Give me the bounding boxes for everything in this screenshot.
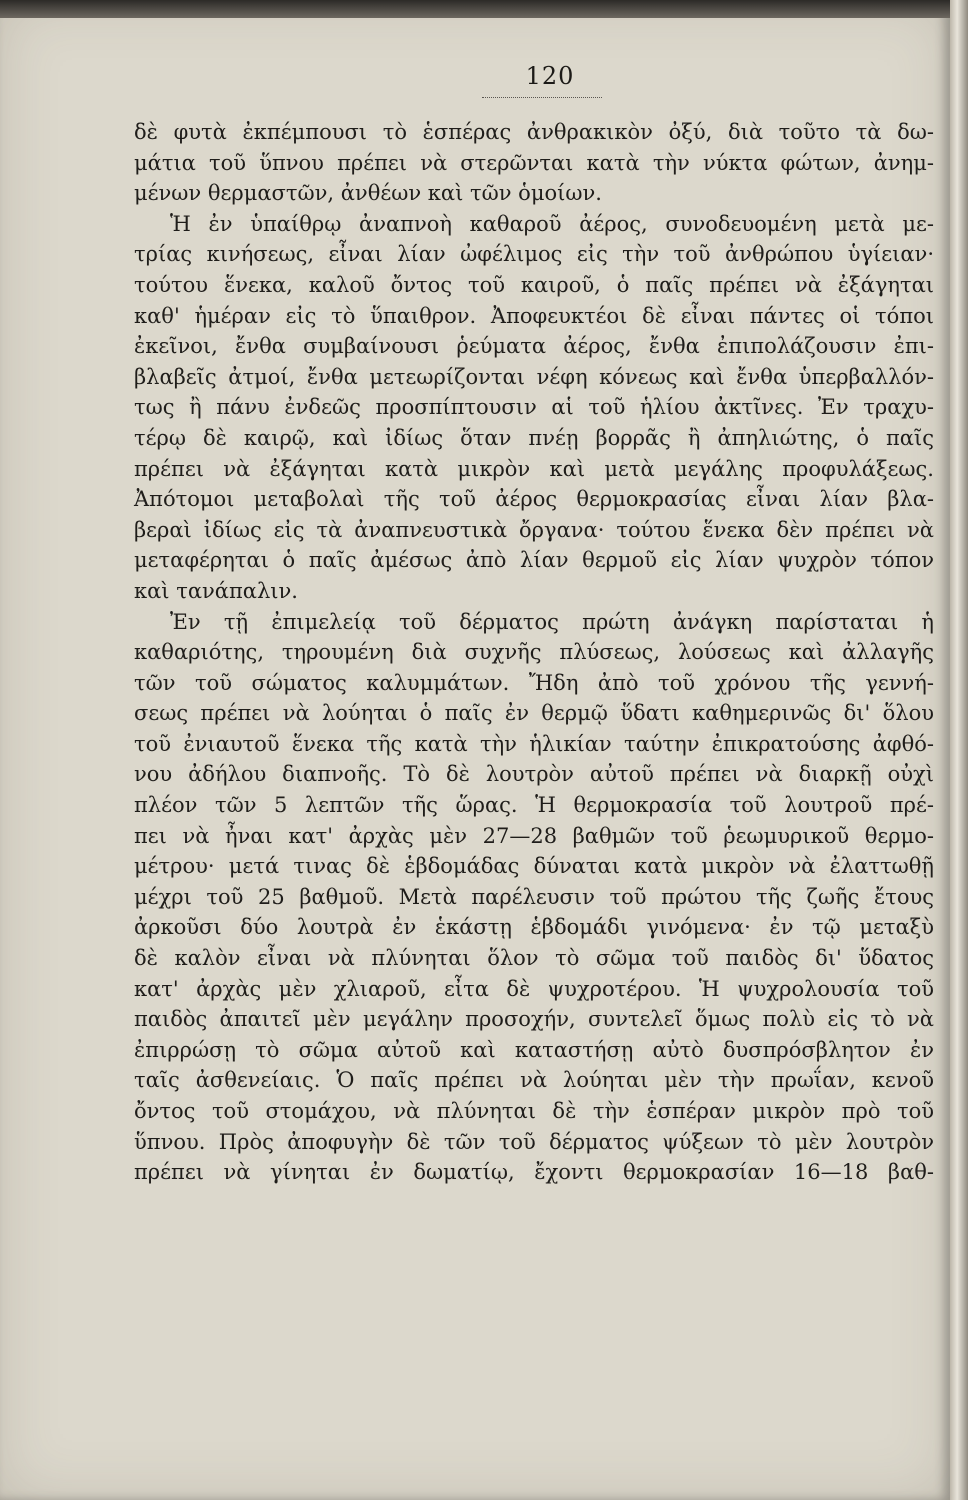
text-line: παιδὸς ἀπαιτεῖ μὲν μεγάλην προσοχήν, συντελεῖ ὅμως πολὺ εἰς τὸ νὰ: [134, 1007, 934, 1032]
text-line: τῶν τοῦ σώματος καλυμμάτων. Ἤδη ἀπὸ τοῦ χρόνου τῆς γεννή-: [134, 670, 934, 695]
text-line: νου ἀδήλου διαπνοῆς. Τὸ δὲ λουτρὸν αὐτοῦ πρέπει νὰ διαρκῇ οὐχὶ: [134, 762, 934, 787]
text-line: μένων θερμαστῶν, ἀνθέων καὶ τῶν ὁμοίων.: [134, 181, 602, 206]
text-line: καὶ τανάπαλιν.: [134, 578, 298, 603]
text-line: σεως πρέπει νὰ λούηται ὁ παῖς ἐν θερμῷ ὕδατι καθημερινῶς δι' ὅλου: [134, 701, 934, 726]
text-line: πει νὰ ἦναι κατ' ἀρχὰς μὲν 27—28 βαθμῶν τοῦ ῥεωμυρικοῦ θερμο-: [134, 823, 934, 848]
text-line: ἐπιρρώσῃ τὸ σῶμα αὐτοῦ καὶ καταστήσῃ αὐτὸ δυσπρόσβλητον ἐν: [134, 1037, 934, 1062]
text-line: ἀρκοῦσι δύο λουτρὰ ἐν ἑκάστῃ ἑβδομάδι γινόμενα· ἐν τῷ μεταξὺ: [134, 915, 934, 940]
text-line: βλαβεῖς ἀτμοί, ἔνθα μετεωρίζονται νέφη κόνεως καὶ ἔνθα ὑπερβαλλόν-: [134, 364, 934, 389]
text-line: ὄντος τοῦ στομάχου, νὰ πλύνηται δὲ τὴν ἑσπέραν μικρὸν πρὸ τοῦ: [134, 1099, 934, 1123]
scan-right-edge: [950, 0, 968, 1500]
body-text: [134, 118, 934, 1189]
text-line: Ἡ ἐν ὑπαίθρῳ ἀναπνοὴ καθαροῦ ἀέρος, συνοδευομένη μετὰ με-: [170, 211, 934, 236]
text-line: δὲ καλὸν εἶναι νὰ πλύνηται ὅλον τὸ σῶμα τοῦ παιδὸς δι' ὕδατος: [134, 946, 934, 971]
text-line: τοῦ ἐνιαυτοῦ ἕνεκα τῆς κατὰ τὴν ἡλικίαν ταύτην ἐπικρατούσης ἀφθό-: [134, 731, 934, 756]
text-line: Ἀπότομοι μεταβολαὶ τῆς τοῦ ἀέρος θερμοκρασίας εἶναι λίαν βλα-: [134, 487, 934, 512]
text-line: ὕπνου. Πρὸς ἀποφυγὴν δὲ τῶν τοῦ δέρματος ψύξεων τὸ μὲν λουτρὸν: [134, 1129, 934, 1154]
text-line: καθαριότης, τηρουμένη διὰ συχνῆς πλύσεως, λούσεως καὶ ἀλλαγῆς: [134, 640, 934, 665]
text-line: τως ἢ πάνυ ἐνδεῶς προσπίπτουσιν αἱ τοῦ ἡλίου ἀκτῖνες. Ἐν τραχυ-: [134, 395, 934, 420]
text-line: πρέπει νὰ γίνηται ἐν δωματίῳ, ἔχοντι θερμοκρασίαν 16—18 βαθ-: [134, 1160, 934, 1185]
text-line: τούτου ἕνεκα, καλοῦ ὄντος τοῦ καιροῦ, ὁ παῖς πρέπει νὰ ἐξάγηται: [134, 272, 934, 297]
text-line: μάτια τοῦ ὕπνου πρέπει νὰ στερῶνται κατὰ τὴν νύκτα φώτων, ἀνημ-: [134, 150, 934, 175]
text-line: μέχρι τοῦ 25 βαθμοῦ. Μετὰ παρέλευσιν τοῦ πρώτου τῆς ζωῆς ἔτους: [134, 884, 934, 909]
text-line: τέρῳ δὲ καιρῷ, καὶ ἰδίως ὅταν πνέῃ βορρᾶς ἢ ἀπηλιώτης, ὁ παῖς: [134, 425, 934, 450]
text-line: μέτρου· μετά τινας δὲ ἑβδομάδας δύναται κατὰ μικρὸν νὰ ἐλαττωθῇ: [134, 854, 934, 879]
text-line: καθ' ἡμέραν εἰς τὸ ὕπαιθρον. Ἀποφευκτέοι δὲ εἶναι πάντες οἱ τόποι: [134, 303, 934, 328]
text-line: δὲ φυτὰ ἐκπέμπουσι τὸ ἑσπέρας ἀνθρακικὸν ὀξύ, διὰ τοῦτο τὰ δω-: [134, 120, 934, 144]
text-line: πρέπει νὰ ἐξάγηται κατὰ μικρὸν καὶ μετὰ μεγάλης προφυλάξεως.: [134, 456, 934, 481]
scan-top-border: [0, 0, 950, 18]
page-number-rule: [482, 97, 602, 98]
text-line: Ἐν τῇ ἐπιμελείᾳ τοῦ δέρματος πρώτη ἀνάγκη παρίσταται ἡ: [170, 609, 934, 634]
page-number: 120: [525, 62, 575, 90]
text-line: πλέον τῶν 5 λεπτῶν τῆς ὥρας. Ἡ θερμοκρασία τοῦ λουτροῦ πρέ-: [134, 793, 934, 818]
text-line: μεταφέρηται ὁ παῖς ἀμέσως ἀπὸ λίαν θερμοῦ εἰς λίαν ψυχρὸν τόπον: [134, 548, 934, 573]
text-line: τρίας κινήσεως, εἶναι λίαν ὠφέλιμος εἰς τὴν τοῦ ἀνθρώπου ὑγίειαν·: [134, 242, 934, 267]
text-line: ἐκεῖνοι, ἔνθα συμβαίνουσι ῥεύματα ἀέρος, ἔνθα ἐπιπολάζουσιν ἐπι-: [134, 334, 934, 359]
text-line: βεραὶ ἰδίως εἰς τὰ ἀναπνευστικὰ ὄργανα· τούτου ἕνεκα δὲν πρέπει νὰ: [134, 517, 934, 542]
text-line: κατ' ἀρχὰς μὲν χλιαροῦ, εἶτα δὲ ψυχροτέρου. Ἡ ψυχρολουσία τοῦ: [134, 976, 934, 1001]
text-line: ταῖς ἀσθενείαις. Ὁ παῖς πρέπει νὰ λούηται μὲν τὴν πρωΐαν, κενοῦ: [134, 1068, 934, 1093]
